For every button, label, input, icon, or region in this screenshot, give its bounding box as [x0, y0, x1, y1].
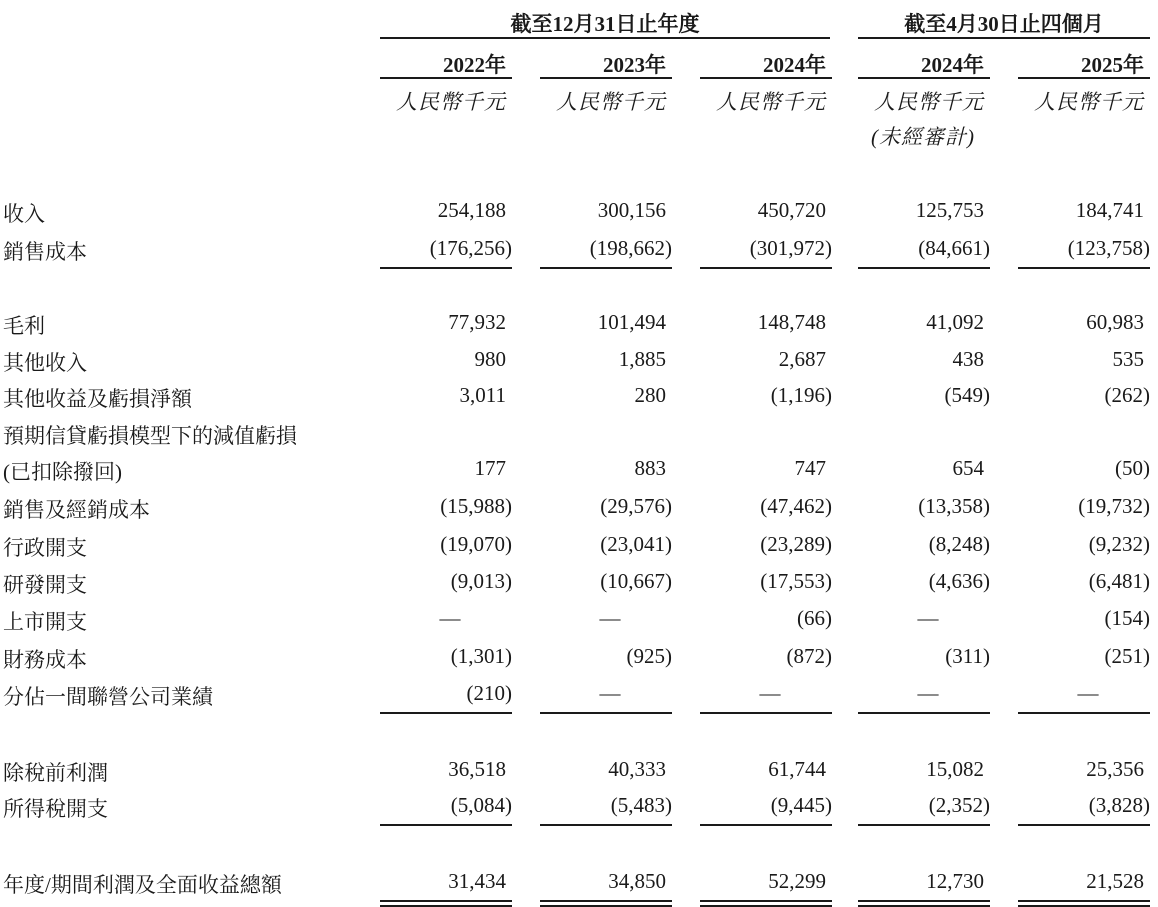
table-cell: (15,988) [440, 494, 512, 518]
table-cell: — [439, 606, 461, 630]
table-cell: (66) [797, 606, 832, 630]
subtotal-rule [700, 267, 832, 269]
table-cell: — [1077, 681, 1099, 705]
subtotal-rule [380, 267, 512, 269]
table-cell: (872) [786, 644, 832, 668]
table-cell: 61,744 [768, 757, 826, 781]
table-cell: (198,662) [589, 236, 672, 260]
column-year-rule [858, 77, 990, 79]
header-group-year-ended: 截至12月31日止年度 [510, 12, 700, 36]
table-cell: 184,741 [1075, 198, 1144, 222]
header-group-four-months: 截至4月30日止四個月 [904, 12, 1104, 36]
row-label: 上市開支 [3, 610, 87, 634]
table-cell: 438 [952, 347, 984, 371]
subtotal-rule [540, 824, 672, 826]
row-label: 預期信貸虧損模型下的減值虧損 [3, 424, 297, 448]
row-label: 除稅前利潤 [3, 761, 108, 785]
table-cell: 21,528 [1086, 869, 1144, 893]
table-cell: 12,730 [926, 869, 984, 893]
column-year-header: 2022年 [443, 53, 506, 77]
row-label: 毛利 [3, 314, 45, 338]
table-cell: (176,256) [429, 236, 512, 260]
table-cell: 40,333 [608, 757, 666, 781]
table-cell: — [599, 681, 621, 705]
table-cell: 52,299 [768, 869, 826, 893]
column-year-rule [700, 77, 832, 79]
column-year-header: 2025年 [1081, 53, 1144, 77]
table-cell: 1,885 [618, 347, 666, 371]
subtotal-rule [540, 267, 672, 269]
row-label: 收入 [3, 202, 45, 226]
table-cell: 25,356 [1086, 757, 1144, 781]
subtotal-rule [858, 267, 990, 269]
table-cell: 31,434 [448, 869, 506, 893]
table-cell: 36,518 [448, 757, 506, 781]
table-cell: (10,667) [600, 569, 672, 593]
table-cell: (1,196) [770, 383, 832, 407]
column-year-rule [540, 77, 672, 79]
table-cell: — [759, 681, 781, 705]
column-year-header: 2023年 [603, 53, 666, 77]
column-unit-header: 人民幣千元 [556, 90, 666, 114]
table-cell: 883 [634, 456, 666, 480]
table-cell: 280 [634, 383, 666, 407]
column-year-rule [380, 77, 512, 79]
table-cell: (47,462) [760, 494, 832, 518]
row-label: 年度/期間利潤及全面收益總額 [3, 873, 282, 897]
table-cell: (19,070) [440, 532, 512, 556]
table-cell: (50) [1115, 456, 1150, 480]
table-cell: (9,013) [450, 569, 512, 593]
table-cell: — [599, 606, 621, 630]
table-cell: (5,084) [450, 793, 512, 817]
table-cell: (2,352) [928, 793, 990, 817]
unaudited-note: (未經審計) [871, 125, 975, 149]
column-year-rule [1018, 77, 1150, 79]
table-cell: (311) [945, 644, 990, 668]
table-cell: 300,156 [597, 198, 666, 222]
row-label: (已扣除撥回) [3, 460, 122, 484]
table-cell: (262) [1104, 383, 1150, 407]
table-cell: (1,301) [450, 644, 512, 668]
column-unit-header: 人民幣千元 [874, 90, 984, 114]
table-cell: 450,720 [757, 198, 826, 222]
table-cell: 15,082 [926, 757, 984, 781]
table-cell: (19,732) [1078, 494, 1150, 518]
table-cell: (154) [1104, 606, 1150, 630]
table-cell: (9,232) [1088, 532, 1150, 556]
row-label: 銷售及經銷成本 [3, 498, 150, 522]
row-label: 分佔一間聯營公司業績 [3, 685, 213, 709]
table-cell: (3,828) [1088, 793, 1150, 817]
row-label: 研發開支 [3, 573, 87, 597]
table-cell: 77,932 [448, 310, 506, 334]
table-cell: 654 [952, 456, 984, 480]
row-label: 行政開支 [3, 536, 87, 560]
subtotal-rule [858, 712, 990, 714]
header-group-rule-2 [858, 37, 1150, 39]
table-cell: 41,092 [926, 310, 984, 334]
subtotal-rule [700, 824, 832, 826]
table-cell: (13,358) [918, 494, 990, 518]
table-cell: (5,483) [610, 793, 672, 817]
column-unit-header: 人民幣千元 [1034, 90, 1144, 114]
table-cell: (301,972) [749, 236, 832, 260]
table-cell: 535 [1112, 347, 1144, 371]
table-cell: (925) [626, 644, 672, 668]
subtotal-rule [1018, 712, 1150, 714]
table-cell: (251) [1104, 644, 1150, 668]
table-cell: 34,850 [608, 869, 666, 893]
table-cell: 101,494 [597, 310, 666, 334]
table-cell: (6,481) [1088, 569, 1150, 593]
subtotal-rule [858, 824, 990, 826]
table-cell: 60,983 [1086, 310, 1144, 334]
table-cell: 747 [794, 456, 826, 480]
subtotal-rule [1018, 267, 1150, 269]
table-cell: 254,188 [437, 198, 506, 222]
row-label: 銷售成本 [3, 240, 87, 264]
table-cell: — [917, 681, 939, 705]
subtotal-rule [1018, 824, 1150, 826]
subtotal-rule [540, 712, 672, 714]
table-cell: 177 [474, 456, 506, 480]
table-cell: (23,289) [760, 532, 832, 556]
table-cell: — [917, 606, 939, 630]
table-cell: 2,687 [778, 347, 826, 371]
table-cell: (84,661) [918, 236, 990, 260]
subtotal-rule [380, 712, 512, 714]
subtotal-rule [380, 824, 512, 826]
table-cell: (123,758) [1067, 236, 1150, 260]
table-cell: (23,041) [600, 532, 672, 556]
header-group-rule-1 [380, 37, 830, 39]
table-cell: (9,445) [770, 793, 832, 817]
table-cell: 3,011 [459, 383, 506, 407]
table-cell: (4,636) [928, 569, 990, 593]
column-unit-header: 人民幣千元 [396, 90, 506, 114]
column-year-header: 2024年 [921, 53, 984, 77]
column-unit-header: 人民幣千元 [716, 90, 826, 114]
table-cell: (210) [466, 681, 512, 705]
table-cell: 980 [474, 347, 506, 371]
column-year-header: 2024年 [763, 53, 826, 77]
table-cell: 125,753 [915, 198, 984, 222]
table-cell: (549) [944, 383, 990, 407]
subtotal-rule [700, 712, 832, 714]
table-cell: (29,576) [600, 494, 672, 518]
table-cell: 148,748 [757, 310, 826, 334]
row-label: 其他收入 [3, 351, 87, 375]
table-cell: (17,553) [760, 569, 832, 593]
row-label: 財務成本 [3, 648, 87, 672]
table-cell: (8,248) [928, 532, 990, 556]
row-label: 其他收益及虧損淨額 [3, 387, 192, 411]
row-label: 所得稅開支 [3, 797, 108, 821]
